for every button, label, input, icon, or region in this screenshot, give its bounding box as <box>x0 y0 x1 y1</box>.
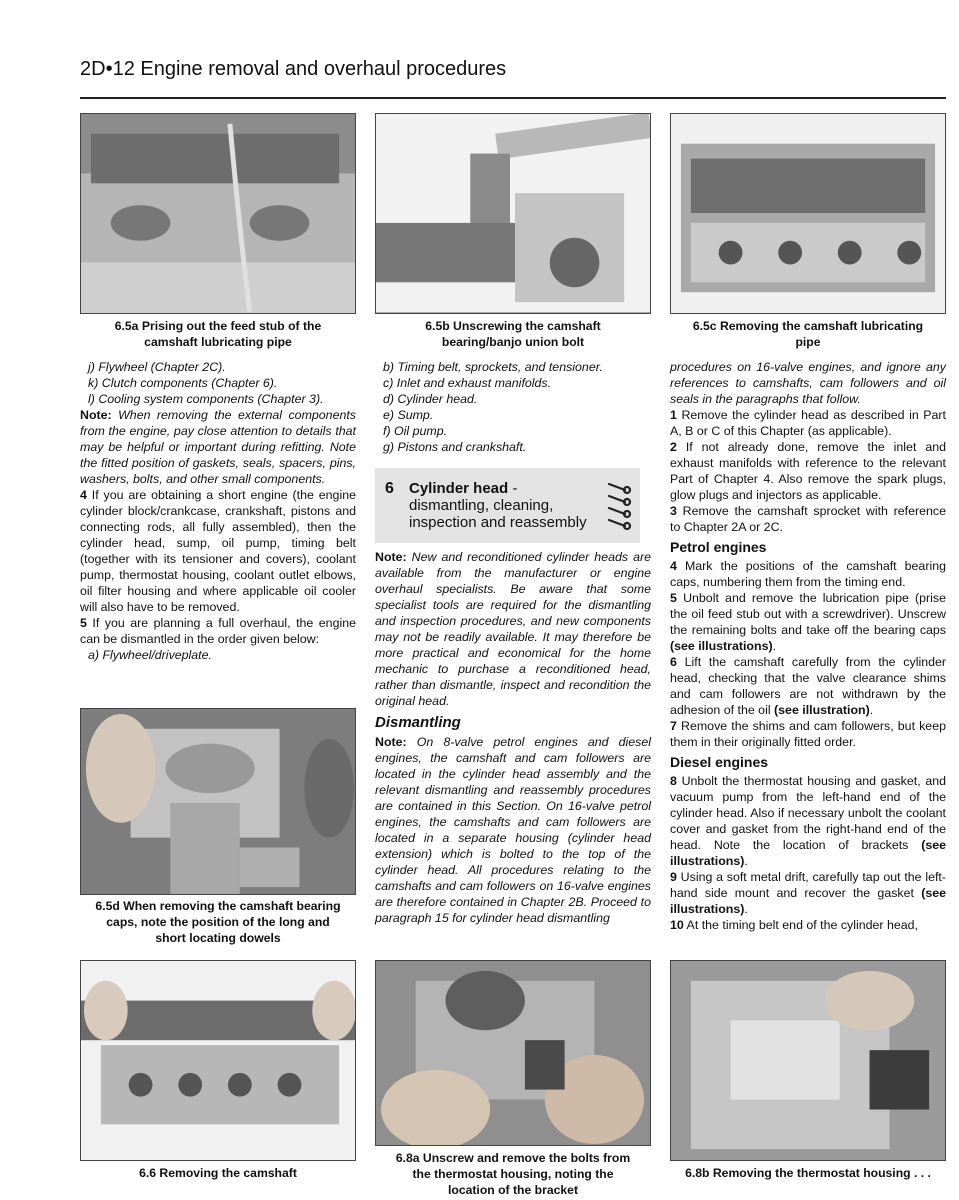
paragraph-10 <box>670 917 946 933</box>
note-text: On 8-valve petrol engines and diesel engines, the camshaft and cam followers are located in the cylinder head assembly and the relevant dismantling and reassembly procedures are contained in this Section. On 16-valve petrol engines, the camshafts and cam followers are located in a separate housing (cylinder head extension) which is bolted to the top of the cylinder head. All procedures relating to the camshafts and cam followers on 16-valve engines are therefore contained in Chapter 2B. Proceed to paragraph 15 for cylinder head dismantling <box>375 735 651 925</box>
figure-caption-6-8b: 6.8b Removing the thermostat housing . . . <box>685 1166 931 1180</box>
figure-caption-6-5b: 6.5b Unscrewing the camshaft bearing/banjo union bolt <box>425 319 601 349</box>
note-text: New and reconditioned cylinder heads are available from the manufacturer or engine overhaul specialists. Be aware that some specialist tools are required for the dismantling and inspection procedures, and new components may not be readily available. It may therefore be more practical and economical for the home mechanic to purchase a reconditioned head, rather than dismantle, inspect and recondition the original head. <box>375 550 651 708</box>
figure-caption-6-5a: 6.5a Prising out the feed stub of the camshaft lubricating pipe <box>114 319 322 349</box>
illustration-reference: (see illustration) <box>774 703 870 717</box>
paragraph-number: 1 <box>670 408 677 422</box>
illustration-reference: (see illustrations) <box>670 639 773 653</box>
paragraph-4 <box>670 558 946 590</box>
note-paragraph <box>375 734 651 926</box>
subheading-dismantling: Dismantling <box>375 714 461 731</box>
paragraph-text: Unbolt the thermostat housing and gasket, and vacuum pump from the left-hand end of the cylinder head. Also if necessary unbolt the coolant cover and gasket from the right-hand end of the head. Note the location of brackets <box>670 774 946 852</box>
note-label: Note: <box>375 735 407 749</box>
section-title-bold: Cylinder head <box>409 480 509 497</box>
photo-6-8b <box>670 960 946 1161</box>
paragraph-3 <box>670 503 946 535</box>
photo-6-8a <box>375 960 651 1146</box>
photo-6-5b <box>375 113 651 314</box>
illustration-reference: (see illustrations) <box>670 886 946 916</box>
list-item: l) Cooling system components (Chapter 3). <box>88 392 324 406</box>
paragraph-number: 7 <box>670 719 677 733</box>
paragraph-8 <box>670 773 946 869</box>
text-column-1 <box>80 359 356 663</box>
paragraph-number: 5 <box>670 591 677 605</box>
difficulty-wrench-icon <box>605 476 633 532</box>
paragraph-5 <box>670 590 946 654</box>
list-item: f) Oil pump. <box>383 424 448 438</box>
paragraph-number: 10 <box>670 918 684 932</box>
paragraph-text: If you are planning a full overhaul, the engine can be dismantled in the order given below: <box>80 616 356 646</box>
paragraph-7 <box>670 718 946 750</box>
paragraph-text: Mark the positions of the camshaft bearing caps, numbering them from the timing end. <box>670 559 946 589</box>
list-item: c) Inlet and exhaust manifolds. <box>383 376 552 390</box>
note-paragraph <box>80 407 356 487</box>
illustration-reference: (see illustrations) <box>670 838 946 868</box>
paragraph-5 <box>80 615 356 647</box>
photo-6-6 <box>80 960 356 1161</box>
list-item: k) Clutch components (Chapter 6). <box>88 376 278 390</box>
paragraph-number: 6 <box>670 655 677 669</box>
paragraph-6 <box>670 654 946 718</box>
list-item: j) Flywheel (Chapter 2C). <box>88 360 226 374</box>
paragraph-9 <box>670 869 946 917</box>
figure-caption-6-8a: 6.8a Unscrew and remove the bolts from the thermostat housing, noting the location of the bracket <box>395 1151 631 1197</box>
list-item: b) Timing belt, sprockets, and tensioner. <box>383 360 603 374</box>
text-column-2 <box>375 359 651 455</box>
note-text: When removing the external components from the engine, pay close attention to details that may be helpful or important during refitting. Note the fitted position of gaskets, seals, spacers, pins, washers, bolts, and other small components. <box>80 408 356 486</box>
section-title-rest: - dismantling, cleaning, inspection and reassembly <box>409 480 587 531</box>
paragraph-text: Unbolt and remove the lubrication pipe (prise the oil feed stub out with a screwdriver). Unscrew the remaining bolts and take off the bearing caps <box>670 591 946 637</box>
paragraph-end: . <box>869 703 874 717</box>
photo-6-5a <box>80 113 356 314</box>
paragraph-1 <box>670 407 946 439</box>
note-paragraph <box>375 549 651 709</box>
paragraph-number: 3 <box>670 504 677 518</box>
paragraph-end: . <box>772 639 777 653</box>
intro-paragraph: procedures on 16-valve engines, and ignore any references to camshafts, cam followers and oil seals in the paragraphs that follow. <box>670 360 946 406</box>
paragraph-number: 4 <box>80 488 87 502</box>
note-label: Note: <box>375 550 407 564</box>
paragraph-number: 9 <box>670 870 677 884</box>
paragraph-end: . <box>744 902 748 916</box>
section-title <box>409 480 599 531</box>
paragraph-end: . <box>744 854 748 868</box>
paragraph-2 <box>670 439 946 503</box>
paragraph-text: If not already done, remove the inlet and exhaust manifolds with reference to the relevant Part of Chapter 4. Also remove the spark plugs, glow plugs and injectors as applicable. <box>670 440 946 502</box>
subheading-petrol-engines: Petrol engines <box>670 539 767 555</box>
paragraph-text: At the timing belt end of the cylinder head, <box>683 918 918 932</box>
paragraph-number: 5 <box>80 616 87 630</box>
subheading-diesel-engines: Diesel engines <box>670 754 769 770</box>
paragraph-number: 8 <box>670 774 677 788</box>
figure-caption-6-6: 6.6 Removing the camshaft <box>139 1166 297 1180</box>
section-heading-box <box>375 468 640 543</box>
paragraph-text: Lift the camshaft carefully from the cylinder head, checking that the valve clearance shims and cam followers are not withdrawn by the adhesion of the oil <box>670 655 946 717</box>
figure-caption-6-5d: 6.5d When removing the camshaft bearing caps, note the position of the long and short locating dowels <box>95 899 341 945</box>
paragraph-number: 2 <box>670 440 677 454</box>
note-label: Note: <box>80 408 112 422</box>
paragraph-4 <box>80 487 356 615</box>
text-column-2-body <box>375 549 651 926</box>
paragraph-number: 4 <box>670 559 677 573</box>
text-column-3 <box>670 359 946 933</box>
page-title: 2D•12 Engine removal and overhaul procedures <box>80 58 507 80</box>
page-header <box>80 55 946 99</box>
figure-caption-6-5c: 6.5c Removing the camshaft lubricating pipe <box>692 319 924 349</box>
photo-6-5d <box>80 708 356 895</box>
list-item: g) Pistons and crankshaft. <box>383 440 527 454</box>
list-item: e) Sump. <box>383 408 434 422</box>
paragraph-text: If you are obtaining a short engine (the engine cylinder block/crankcase, crankshaft, pistons and connecting rods, all fully assembled), then the cylinder head, sump, oil pump, timing belt (together with its tensioner and covers), coolant pump, thermostat housing, coolant outlet elbows, oil filter housing and where applicable oil cooler will also have to be removed. <box>80 488 356 614</box>
photo-6-5c <box>670 113 946 314</box>
paragraph-text: Using a soft metal drift, carefully tap out the left-hand side mount and recover the gasket <box>670 870 946 900</box>
paragraph-text: Remove the shims and cam followers, but keep them in their originally fitted order. <box>670 719 946 749</box>
list-item: a) Flywheel/driveplate. <box>88 648 212 662</box>
section-number: 6 <box>385 480 394 497</box>
paragraph-text: Remove the cylinder head as described in Part A, B or C of this Chapter (as applicable). <box>670 408 946 438</box>
list-item: d) Cylinder head. <box>383 392 478 406</box>
paragraph-text: Remove the camshaft sprocket with reference to Chapter 2A or 2C. <box>670 504 946 534</box>
